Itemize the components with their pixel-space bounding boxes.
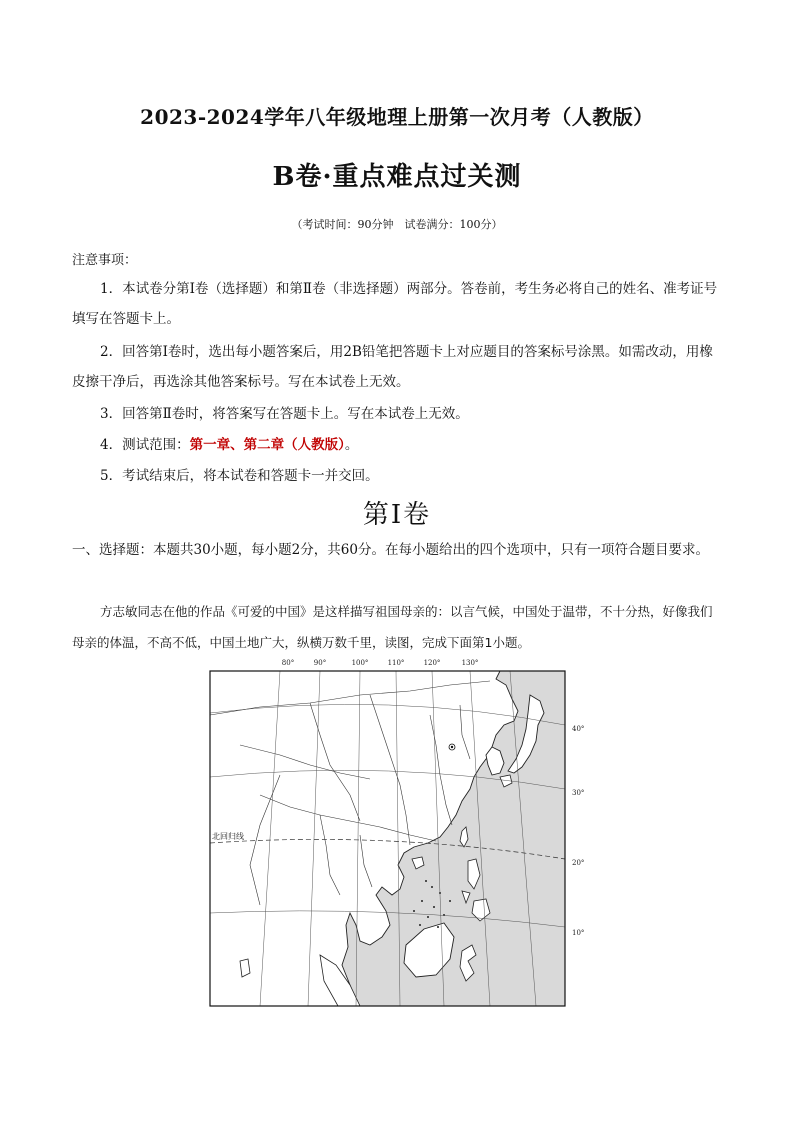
notes-heading: 注意事项：	[72, 253, 138, 268]
note-text: 回答第Ⅰ卷时，选出每小题答案后，用2B铅笔把答题卡上对应题目的答案标号涂黑。如需改动，用橡皮擦干净后，再选涂其他答案标号。写在本试卷上无效。	[72, 344, 713, 390]
note-number: 1．	[100, 281, 123, 297]
latitude-label: 30°	[572, 789, 585, 797]
asia-map	[200, 655, 590, 1010]
longitude-label: 80°	[281, 659, 295, 667]
note-number: 3．	[100, 406, 123, 422]
longitude-label: 100°	[351, 659, 369, 667]
longitude-label: 130°	[461, 659, 479, 667]
note-text-suffix: 。	[344, 437, 359, 453]
longitude-label: 90°	[313, 659, 327, 667]
note-item	[72, 274, 722, 334]
note-text: 测试范围：	[122, 437, 190, 453]
exam-title: 2023-2024学年八年级地理上册第一次月考（人教版）	[140, 105, 654, 129]
note-number: 5．	[100, 468, 123, 484]
note-item	[72, 337, 722, 397]
longitude-label: 120°	[423, 659, 441, 667]
tropic-label: 北回归线	[212, 832, 244, 841]
latitude-label: 10°	[572, 929, 585, 937]
note-text: 考试结束后，将本试卷和答题卡一并交回。	[122, 468, 379, 484]
note-item	[72, 399, 722, 429]
longitude-label: 110°	[387, 659, 405, 667]
question-instruction: 一、选择题：本题共30小题，每小题2分，共60分。在每小题给出的四个选项中，只有一项符合题目要求。	[72, 542, 709, 558]
note-item	[72, 461, 722, 491]
latitude-label: 20°	[572, 859, 585, 867]
section-title: 第Ⅰ卷	[362, 500, 432, 530]
note-number: 2．	[100, 344, 123, 360]
note-text: 回答第Ⅱ卷时，将答案写在答题卡上。写在本试卷上无效。	[122, 406, 469, 422]
note-text: 本试卷分第Ⅰ卷（选择题）和第Ⅱ卷（非选择题）两部分。答卷前，考生务必将自己的姓名、准考证号填写在答题卡上。	[72, 281, 718, 327]
exam-info: （考试时间：90分钟 试卷满分：100分）	[291, 218, 503, 231]
question-passage: 方志敏同志在他的作品《可爱的中国》是这样描写祖国母亲的：以言气候，中国处于温带，不十分热，好像我们母亲的体温，不高不低，中国土地广大，纵横万数千里，读图，完成下面第1小题。	[72, 604, 713, 650]
latitude-label: 40°	[572, 725, 585, 733]
note-number: 4．	[100, 437, 123, 453]
exam-subtitle: B卷·重点难点过关测	[272, 162, 522, 192]
test-scope-highlight: 第一章、第二章（人教版）	[189, 437, 345, 453]
note-item	[72, 430, 722, 460]
asia-map-figure	[200, 655, 590, 1010]
